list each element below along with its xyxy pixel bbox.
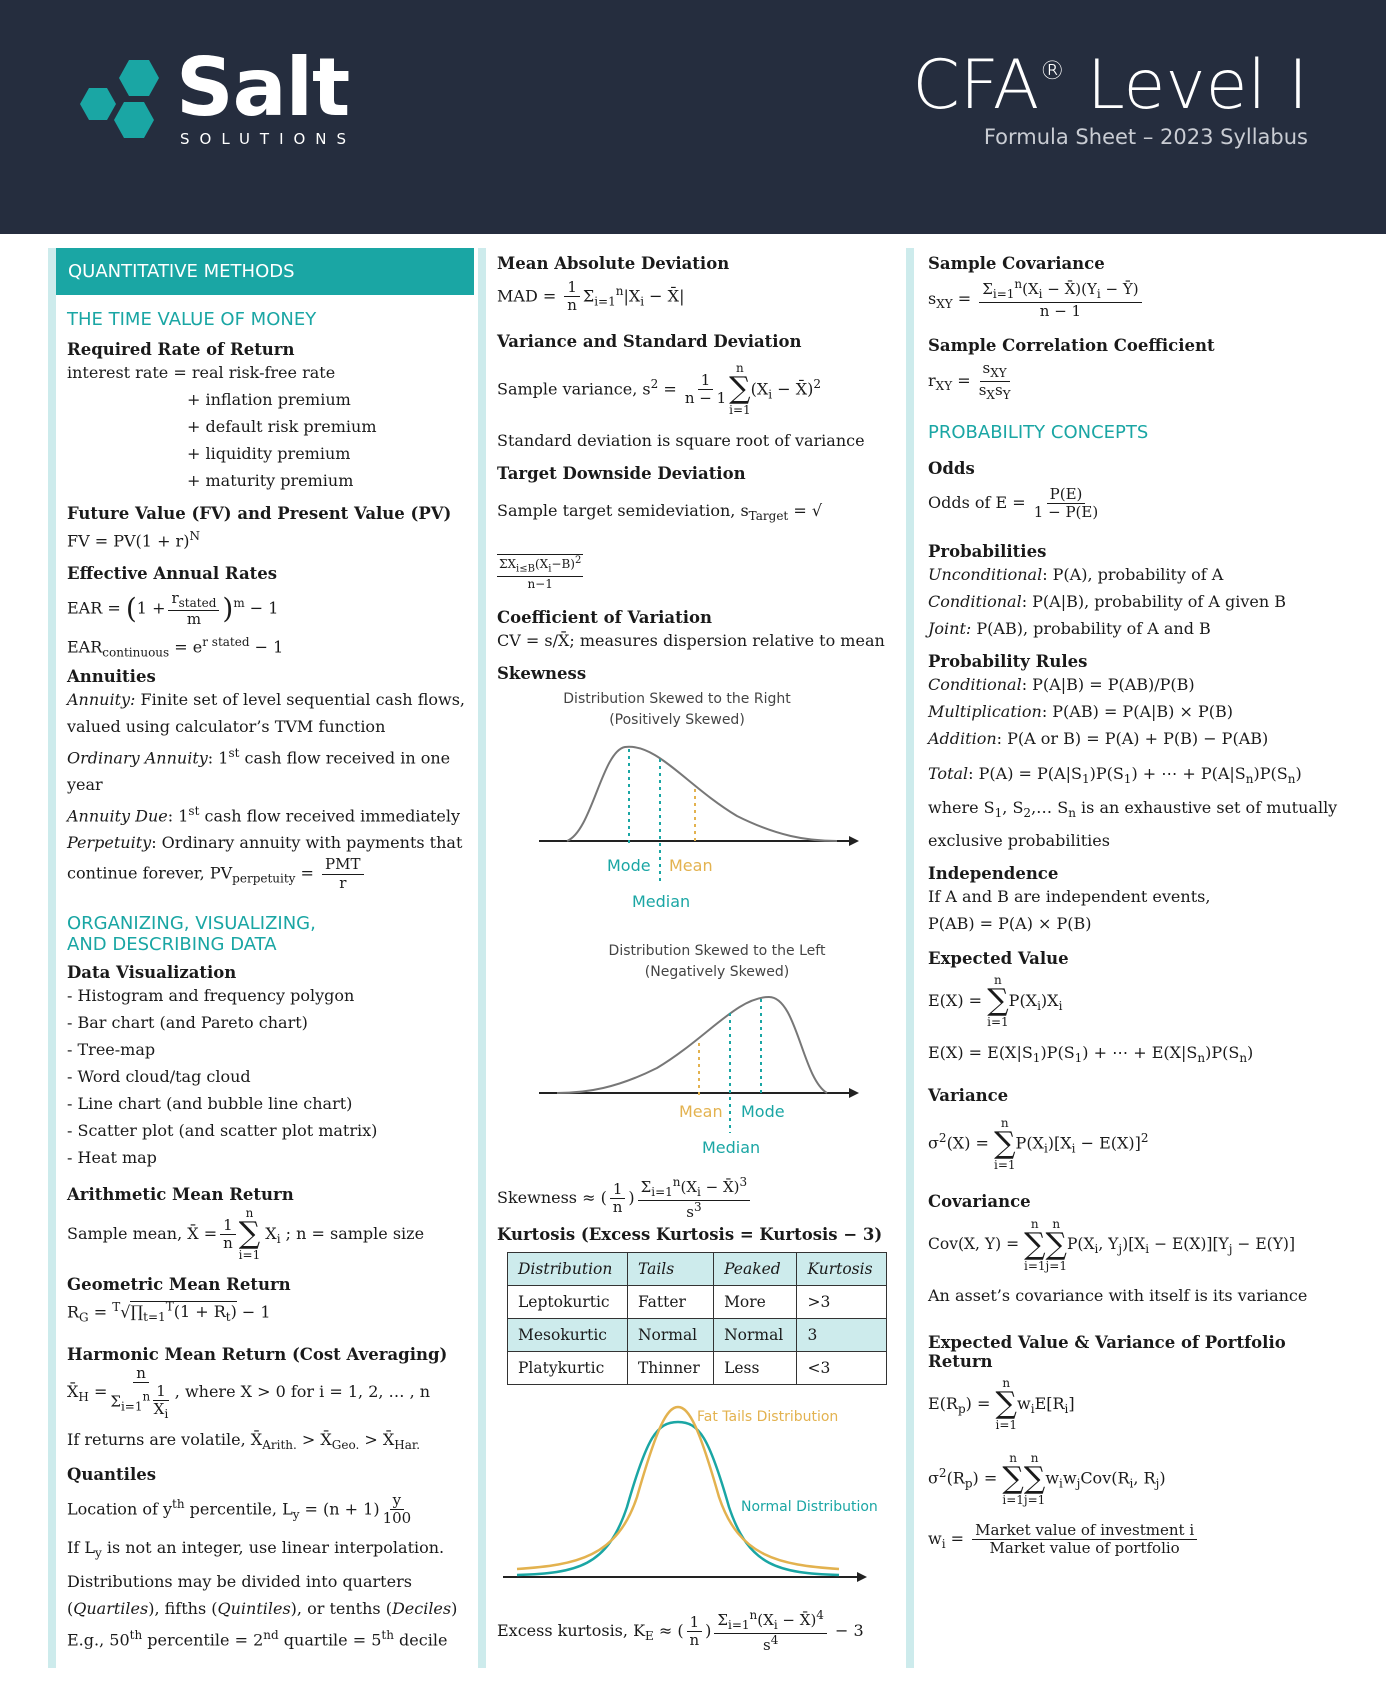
table-cell: <3 xyxy=(797,1352,887,1385)
portfolio-variance-formula: $\sigma^2(R_p)$ = n ∑ i=1 n ∑ j=1 $w_iw_jCov(R_i$, $R_j$) xyxy=(928,1450,1166,1507)
heading-correlation: Sample Correlation Coefficient xyxy=(928,336,1215,356)
heading-odds: Odds xyxy=(928,459,975,479)
heading-portfolio-return: Expected Value & Variance of Portfolio Return xyxy=(928,1332,1286,1371)
rrr-line-4: + liquidity premium xyxy=(187,444,351,463)
axis-arrow-icon xyxy=(849,1088,859,1098)
heading-covariance: Covariance xyxy=(928,1191,1031,1211)
rule-total: Total: $P(A) = P(A|S_1)P(S_1)$ + ⋯ + $P(A|S_n)P(S_n)$ xyxy=(928,764,1302,787)
axis-arrow-icon xyxy=(849,836,859,846)
median-label: Median xyxy=(632,892,691,912)
table-cell: Mesokurtic xyxy=(508,1319,628,1352)
heading-quantiles: Quantiles xyxy=(67,1464,157,1484)
subsection-organizing-2: AND DESCRIBING DATA xyxy=(67,933,277,955)
column-probability xyxy=(928,254,1338,1570)
mean-label: Mean xyxy=(669,856,713,876)
heading-data-visualization: Data Visualization xyxy=(67,962,237,982)
heading-geometric-mean: Geometric Mean Return xyxy=(67,1274,291,1294)
odds-formula: Odds of E = $\frac{P(E)}{1 - P(E)}$ xyxy=(928,485,1099,522)
expected-value-formula: E(X) = n ∑ i=1 $P(X_i)X_i$ xyxy=(928,973,1063,1030)
quantile-note-3: (Quartiles), fifths (Quintiles), or tenths (Deciles) xyxy=(67,1598,458,1618)
rule-multiplication: Multiplication: P(AB) = P(A|B) × P(B) xyxy=(928,702,1233,722)
heading-required-rate: Required Rate of Return xyxy=(67,340,295,359)
list-item: - Bar chart (and Pareto chart) xyxy=(67,1012,308,1032)
fat-tails-label: Fat Tails Distribution xyxy=(697,1409,839,1426)
data-visualization-list xyxy=(67,982,470,1171)
heading-kurtosis: Kurtosis (Excess Kurtosis = Kurtosis − 3) xyxy=(497,1225,883,1245)
table-cell: Thinner xyxy=(627,1352,713,1385)
column-divider-2 xyxy=(478,248,486,1668)
mode-label: Mode xyxy=(741,1102,785,1122)
perpetuity-formula: continue forever, $PV_{perpetuity}$ = $\frac{\text{PMT}}{r}$ xyxy=(67,856,470,892)
heading-expected-value: Expected Value xyxy=(928,948,1069,968)
list-item: - Tree-map xyxy=(67,1039,156,1059)
subsection-tvm: THE TIME VALUE OF MONEY xyxy=(67,309,317,330)
table-cell: >3 xyxy=(797,1286,887,1319)
ordinary-annuity-def: Ordinary Annuity: 1st cash flow received in one year xyxy=(67,745,451,794)
fv-formula: FV = $PV(1 + r)^N$ xyxy=(67,529,200,551)
page-subtitle: Formula Sheet – 2023 Syllabus xyxy=(983,125,1308,149)
excess-kurtosis-formula: Excess kurtosis, $K_E$ ≈ ( $\frac{1}{n}$ ) $\frac{\Sigma_{i=1}^n(X_i - X̄)^4}{s^4}$ − 3 xyxy=(497,1608,864,1654)
sample-covariance-formula: $s_{XY}$ = $\frac{\Sigma_{i=1}^n(X_i - X̄)(Y_i - Ȳ)}{n - 1}$ xyxy=(928,273,1338,330)
annuity-def-1: Annuity: Finite set of level sequential cash flows, xyxy=(67,689,465,709)
kurtosis-chart xyxy=(497,1397,897,1597)
list-item: - Histogram and frequency polygon xyxy=(67,985,355,1005)
heading-mad: Mean Absolute Deviation xyxy=(497,254,730,273)
median-label: Median xyxy=(702,1138,761,1158)
heading-independence: Independence xyxy=(928,863,1059,883)
variance-prob-formula: $\sigma^2(X)$ = n ∑ i=1 $P(X_i)[X_i - E(X)]^2$ xyxy=(928,1115,1149,1172)
hexagon-logo-icon xyxy=(74,58,174,158)
quantile-location-formula: Location of $y^{th}$ percentile, $L_y = (n + 1)$ $\frac{y}{100}$ xyxy=(67,1490,412,1528)
heading-variance-sd: Variance and Standard Deviation xyxy=(497,331,802,351)
mode-label: Mode xyxy=(607,856,651,876)
subsection-organizing-1: ORGANIZING, VISUALIZING, xyxy=(67,912,316,934)
logo-subtitle: SOLUTIONS xyxy=(180,130,357,148)
table-cell: Platykurtic xyxy=(508,1352,628,1385)
covariance-formula: Cov(X, Y) = n ∑ i=1 n ∑ j=1 $P(X_i$, $Y_j)[X_i - E(X)][Y_j - E(Y)]$ xyxy=(928,1216,1296,1273)
table-cell: Leptokurtic xyxy=(508,1286,628,1319)
header-banner xyxy=(0,0,1386,234)
page-title: CFA® Level I xyxy=(912,46,1308,125)
quantile-note-2: Distributions may be divided into quarters xyxy=(67,1571,412,1591)
normal-distribution-label: Normal Distribution xyxy=(741,1499,878,1516)
arithmetic-mean-formula: Sample mean, X̄ = $\frac{1}{n}$ n ∑ i=1 $X_i$ ; n = sample size xyxy=(67,1206,425,1263)
target-semideviation-formula: Sample target semideviation, $s_{Target}$ = √ $\Sigma X_{i\le B}(X_i-B)^2$ n−1 xyxy=(497,501,823,591)
table-row xyxy=(508,1286,887,1319)
heading-cv: Coefficient of Variation xyxy=(497,608,712,628)
logo-wordmark: Salt xyxy=(176,41,350,134)
heading-target-downside: Target Downside Deviation xyxy=(497,464,746,484)
geometric-mean-formula: $R_G$ = $^T√\prod_{t=1}^T(1 + R_t) - 1$ xyxy=(67,1299,271,1325)
heading-variance: Variance xyxy=(928,1086,1009,1106)
perpetuity-def: Perpetuity: Ordinary annuity with payments that xyxy=(67,833,463,853)
column-quantitative xyxy=(50,248,470,1653)
table-header-cell: Peaked xyxy=(714,1253,797,1286)
annuity-def-2: valued using calculator’s TVM function xyxy=(67,716,386,736)
rule-total-note-1: where $S_1$, $S_2,\dots$ $S_n$ is an exhaustive set of mutually xyxy=(928,797,1338,820)
cv-formula: CV = s/X̄; measures dispersion relative to mean xyxy=(497,631,885,651)
table-header-cell: Tails xyxy=(627,1253,713,1286)
list-item: - Scatter plot (and scatter plot matrix) xyxy=(67,1120,378,1140)
table-cell: Normal xyxy=(714,1319,797,1352)
heading-probability-rules: Probability Rules xyxy=(928,652,1088,672)
rrr-line-2: + inflation premium xyxy=(187,390,351,409)
table-header-cell: Kurtosis xyxy=(797,1253,887,1286)
table-cell: Fatter xyxy=(627,1286,713,1319)
correlation-formula: $r_{XY}$ = $\frac{s_{XY}}{s_Xs_Y}$ xyxy=(928,359,1011,403)
ear-continuous-formula: $EAR_{continuous} = e^{r stated} - 1$ xyxy=(67,635,284,660)
prob-unconditional: Unconditional: P(A), probability of A xyxy=(928,565,1224,585)
heading-ear: Effective Annual Rates xyxy=(67,564,278,584)
variance-formula: Sample variance, $s^2$ = $\frac{1}{n - 1}$ n ∑ i=1 ($X_i$ − X̄)$^2$ xyxy=(497,361,821,418)
rule-addition: Addition: P(A or B) = P(A) + P(B) − P(AB) xyxy=(928,729,1269,749)
heading-sample-covariance: Sample Covariance xyxy=(928,254,1105,273)
table-cell: Normal xyxy=(627,1319,713,1352)
rrr-line-5: + maturity premium xyxy=(187,471,354,490)
section-header-quantitative-methods: QUANTITATIVE METHODS xyxy=(56,248,474,295)
mad-formula: MAD = $\frac{1}{n}$ $\Sigma_{i=1}^n|X_i$ − X̄| xyxy=(497,278,685,315)
independence-line-1: If A and B are independent events, xyxy=(928,886,1211,906)
rule-conditional: Conditional: P(A|B) = P(AB)/P(B) xyxy=(928,675,1195,695)
rrr-line-3: + default risk premium xyxy=(187,417,377,436)
table-header-cell: Distribution xyxy=(508,1253,628,1286)
left-skew-chart xyxy=(497,983,897,1173)
table-row xyxy=(508,1319,887,1352)
left-skew-curve xyxy=(557,997,827,1093)
expected-value-conditional: $E(X) = E(X|S_1)P(S_1)$ + ⋯ + $E(X|S_n)P(S_n)$ xyxy=(928,1042,1254,1066)
list-item: - Word cloud/tag cloud xyxy=(67,1066,251,1086)
table-cell: Less xyxy=(714,1352,797,1385)
heading-probabilities: Probabilities xyxy=(928,542,1047,562)
table-cell: More xyxy=(714,1286,797,1319)
portfolio-expected-formula: $E(R_p)$ = n ∑ i=1 $w_iE[R_i]$ xyxy=(928,1376,1075,1433)
portfolio-weight-formula: $w_i$ = $\frac{\text{Market value of investment i}}{\text{Market value of portfolio}}$ xyxy=(928,1514,1338,1569)
heading-skewness: Skewness xyxy=(497,664,587,684)
annuity-due-def: Annuity Due: 1st cash flow received immediately xyxy=(67,804,461,826)
rule-total-note-2: exclusive probabilities xyxy=(928,830,1110,850)
table-row xyxy=(508,1352,887,1385)
list-item: - Heat map xyxy=(67,1147,157,1167)
list-item: - Line chart (and bubble line chart) xyxy=(67,1093,353,1113)
heading-annuities: Annuities xyxy=(67,666,156,686)
heading-fv-pv: Future Value (FV) and Present Value (PV) xyxy=(67,504,452,523)
quantile-note-4: E.g., 50th percentile = 2nd quartile = 5th decile xyxy=(67,1627,448,1649)
table-cell: 3 xyxy=(797,1319,887,1352)
harmonic-mean-formula: $X̄_H$ = n $\Sigma_{i=1}^n$ $\frac{1}{X_i}$ , where X > 0 for i = 1, 2, … , n xyxy=(67,1363,431,1422)
subsection-probability: PROBABILITY CONCEPTS xyxy=(928,422,1149,444)
column-statistics xyxy=(497,254,897,1664)
prob-joint: Joint: P(AB), probability of A and B xyxy=(928,619,1211,639)
right-skew-caption: Distribution Skewed to the Right (Positively Skewed) xyxy=(563,691,791,729)
harmonic-volatile-note: If returns are volatile, $X̄_{Arith.}$ > $X̄_{Geo.}$ > $X̄_{Har.}$ xyxy=(67,1429,421,1452)
fat-tails-curve xyxy=(517,1407,839,1569)
independence-line-2: P(AB) = P(A) × P(B) xyxy=(928,913,1092,933)
prob-conditional: Conditional: P(A|B), probability of A given B xyxy=(928,592,1287,612)
right-skew-chart xyxy=(497,731,897,931)
heading-arithmetic-mean: Arithmetic Mean Return xyxy=(67,1184,294,1204)
kurtosis-table xyxy=(507,1252,887,1385)
mean-label: Mean xyxy=(679,1102,723,1122)
left-skew-caption: Distribution Skewed to the Left (Negatively Skewed) xyxy=(608,943,826,981)
sd-note: Standard deviation is square root of variance xyxy=(497,431,865,451)
rrr-line-1: interest rate = real risk-free rate xyxy=(67,363,336,382)
axis-arrow-icon xyxy=(857,1572,867,1582)
right-skew-curve xyxy=(567,747,837,841)
skewness-formula: Skewness ≈ ( $\frac{1}{n}$ ) $\frac{\Sigma_{i=1}^n(X_i - X̄)^3}{s^3}$ xyxy=(497,1173,897,1223)
quantile-note-1: If $L_y$ is not an integer, use linear interpolation. xyxy=(67,1538,445,1561)
covariance-note: An asset’s covariance with itself is its variance xyxy=(928,1285,1308,1305)
heading-harmonic-mean: Harmonic Mean Return (Cost Averaging) xyxy=(67,1345,448,1365)
ear-formula: EAR = (1 + $\frac{r_{stated}}{m}$ )$^m$ − 1 xyxy=(67,588,279,629)
